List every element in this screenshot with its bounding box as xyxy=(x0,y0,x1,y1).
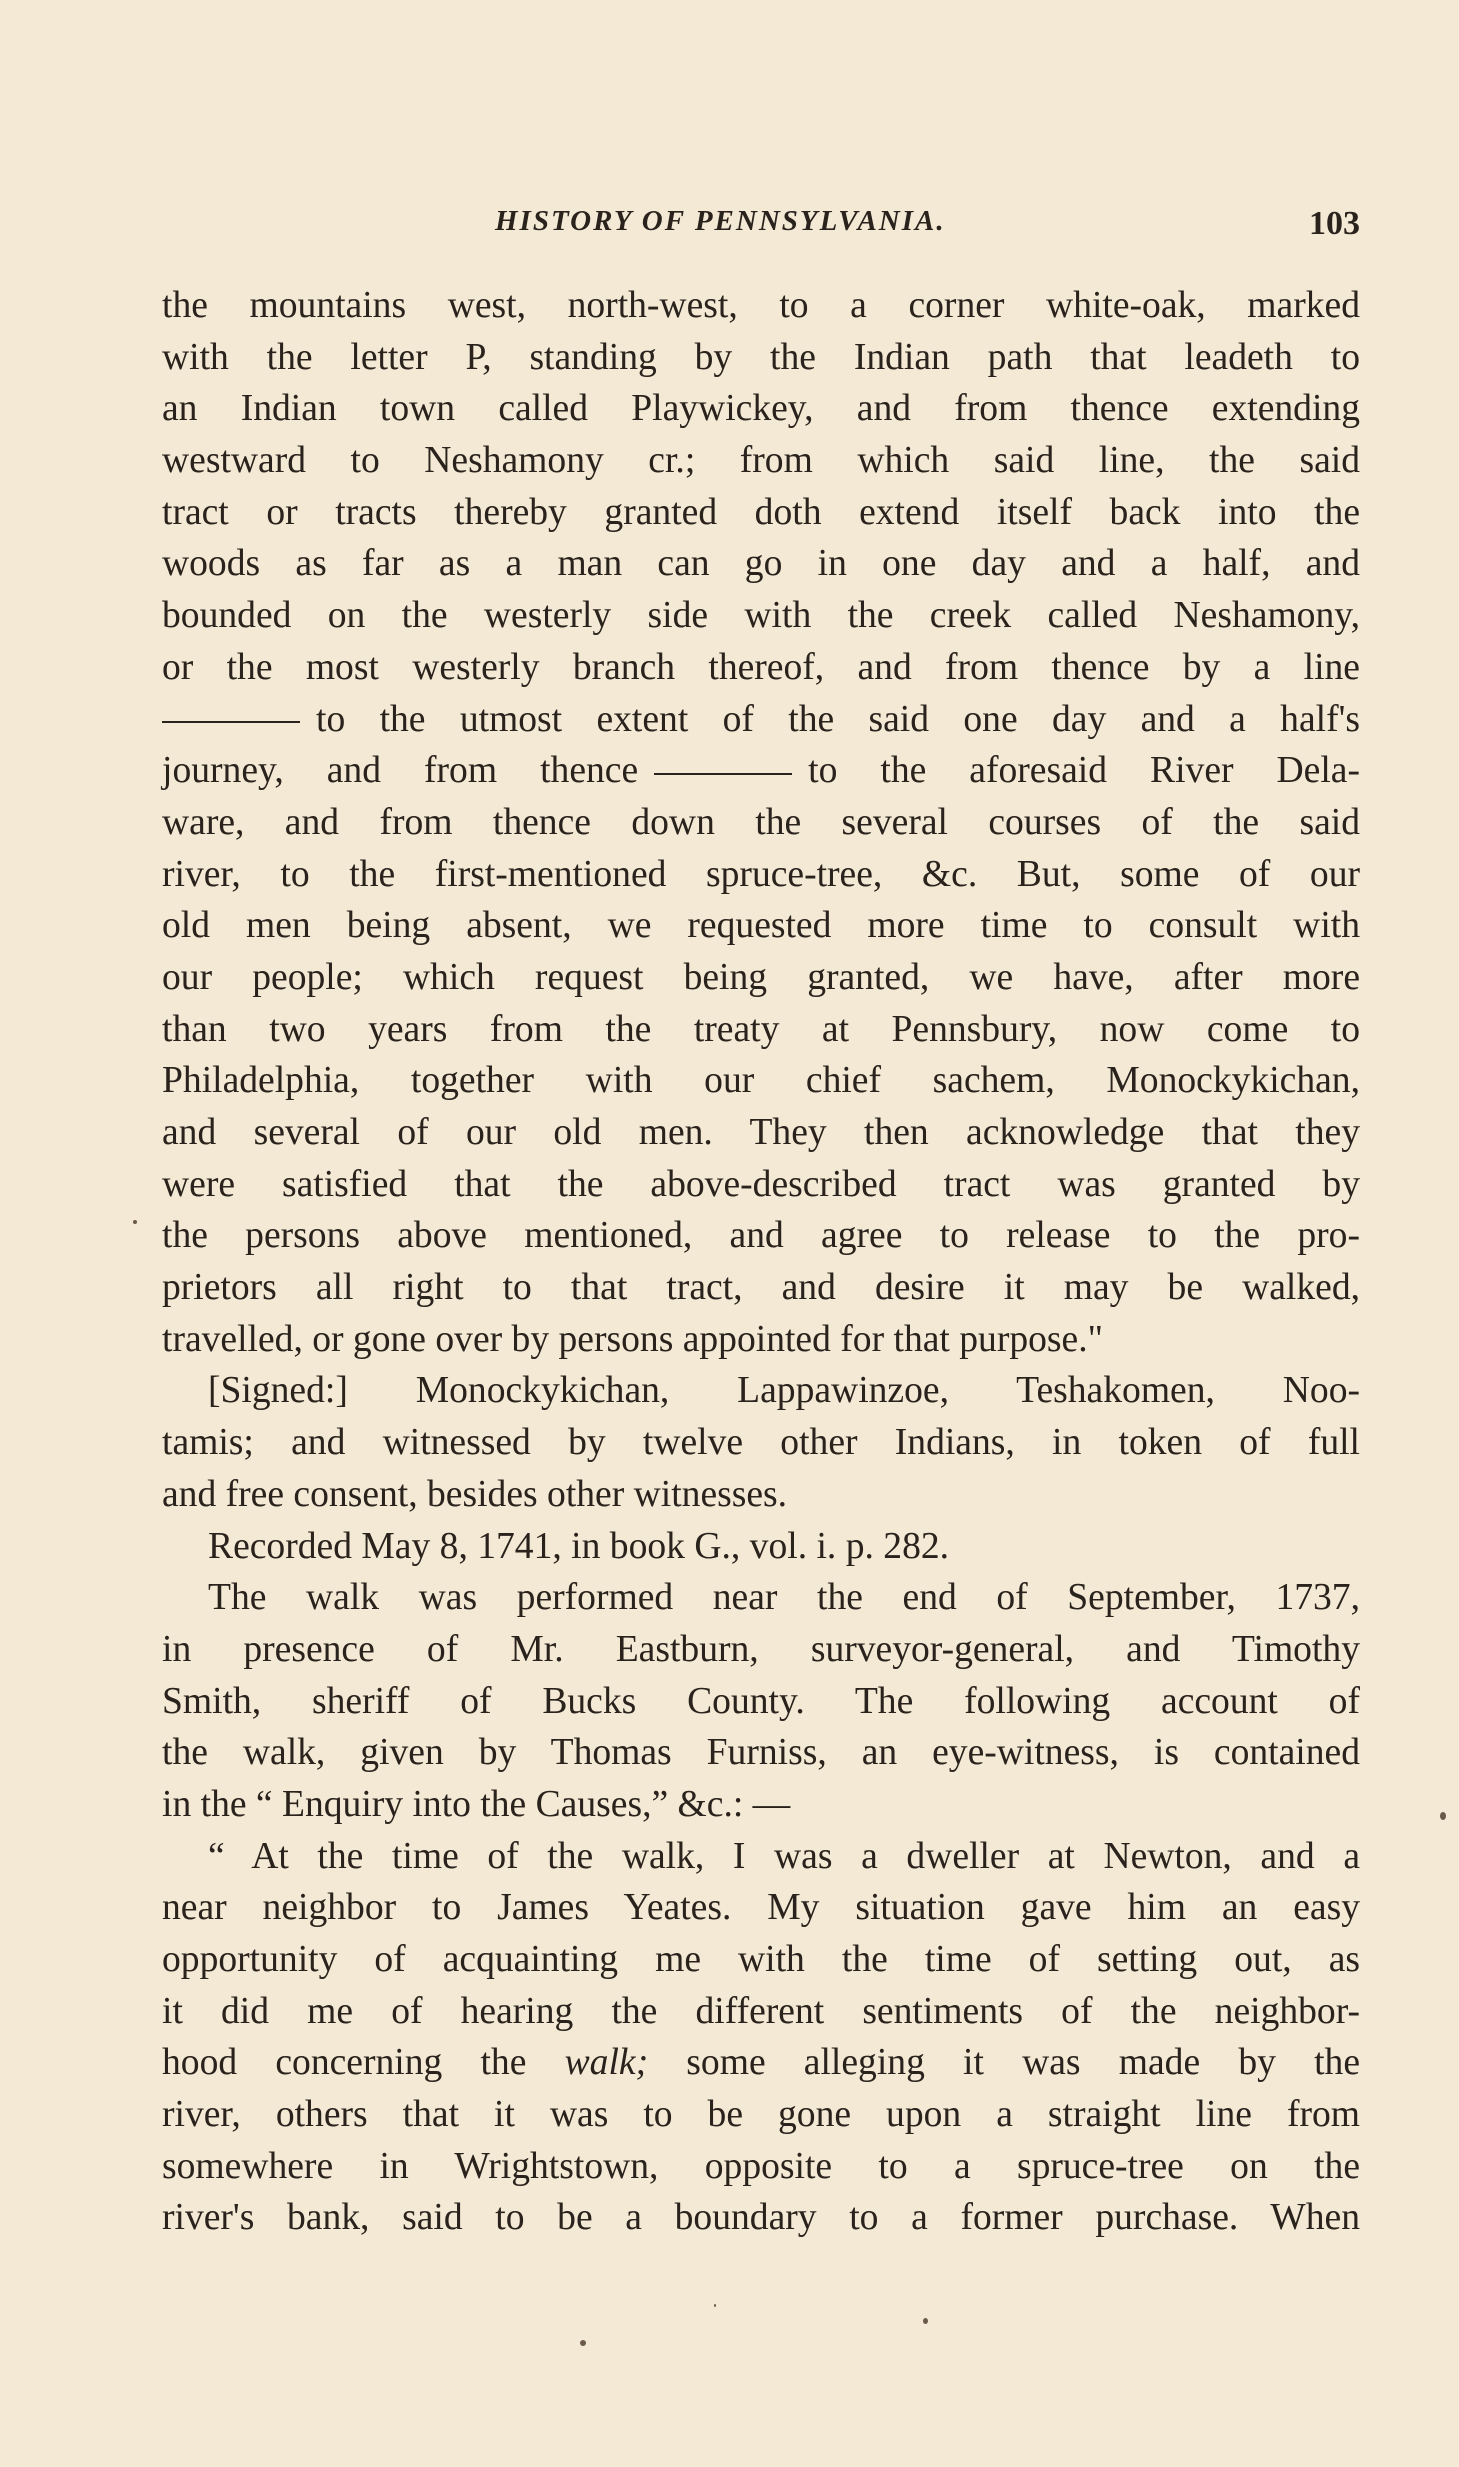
text-fragment: journey, and from thence xyxy=(162,750,639,792)
text-line: bounded on the westerly side with the creek called Neshamony, xyxy=(162,595,1360,637)
text-line: the persons above mentioned, and agree to release to the pro- xyxy=(162,1215,1360,1257)
omission-dash xyxy=(654,773,792,775)
text-line: somewhere in Wrightstown, opposite to a spruce-tree on the xyxy=(162,2145,1360,2187)
text-fragment: some alleging it was made by the xyxy=(686,2042,1360,2084)
text-line-with-dash xyxy=(162,694,1360,746)
text-line: ware, and from thence down the several courses of the said xyxy=(162,801,1360,843)
text-line: or the most westerly branch thereof, and from thence by a line xyxy=(162,646,1360,688)
page-number: 103 xyxy=(1309,205,1360,242)
text-fragment: to the utmost extent of the said one day and a half's xyxy=(316,698,1360,740)
text-fragment: hood concerning the xyxy=(162,2042,527,2084)
paper-speck xyxy=(714,2304,716,2307)
text-line: “ At the time of the walk, I was a dweller at Newton, and a xyxy=(208,1835,1360,1877)
text-line: it did me of hearing the different sentiments of the neighbor- xyxy=(162,1990,1360,2032)
text-line: in presence of Mr. Eastburn, surveyor-general, and Timothy xyxy=(162,1628,1360,1670)
text-line: westward to Neshamony cr.; from which said line, the said xyxy=(162,440,1360,482)
text-line: the mountains west, north-west, to a corner white-oak, marked xyxy=(162,285,1360,326)
text-line: near neighbor to James Yeates. My situation gave him an easy xyxy=(162,1887,1360,1929)
text-line: and free consent, besides other witnesses. xyxy=(162,1473,788,1515)
text-line: The walk was performed near the end of September, 1737, xyxy=(208,1577,1360,1619)
text-line: [Signed:] Monockykichan, Lappawinzoe, Teshakomen, Noo- xyxy=(208,1370,1360,1412)
text-line-with-italic xyxy=(162,2037,1360,2089)
text-line: than two years from the treaty at Pennsbury, now come to xyxy=(162,1008,1360,1050)
text-line: prietors all right to that tract, and desire it may be walked, xyxy=(162,1267,1360,1309)
text-line: opportunity of acquainting me with the time of setting out, as xyxy=(162,1939,1360,1980)
text-line: woods as far as a man can go in one day and a half, and xyxy=(162,543,1360,585)
running-title: HISTORY OF PENNSYLVANIA. xyxy=(495,205,946,237)
italic-word: walk; xyxy=(564,2042,649,2084)
text-line: in the “ Enquiry into the Causes,” &c.: — xyxy=(162,1783,791,1825)
text-line: old men being absent, we requested more time to consult with xyxy=(162,905,1360,947)
text-line: river, others that it was to be gone upon a straight line from xyxy=(162,2094,1360,2136)
text-line: tamis; and witnessed by twelve other Indians, in token of full xyxy=(162,1422,1360,1464)
running-head xyxy=(160,205,1360,255)
text-line: with the letter P, standing by the Indian path that leadeth to xyxy=(162,336,1360,378)
text-line-with-dash xyxy=(162,745,1360,797)
text-line: an Indian town called Playwickey, and from thence extending xyxy=(162,388,1360,430)
text-line: our people; which request being granted, we have, after more xyxy=(162,956,1360,998)
text-line: were satisfied that the above-described tract was granted by xyxy=(162,1163,1360,1205)
paper-speck xyxy=(923,2318,928,2324)
text-line: travelled, or gone over by persons appointed for that purpose." xyxy=(162,1318,1103,1360)
paper-speck xyxy=(580,2340,586,2346)
text-line: tract or tracts thereby granted doth extend itself back into the xyxy=(162,491,1360,533)
text-line: Recorded May 8, 1741, in book G., vol. i. p. 282. xyxy=(208,1525,950,1567)
omission-dash xyxy=(162,721,300,723)
text-line: Philadelphia, together with our chief sachem, Monockykichan, xyxy=(162,1060,1360,1102)
paper-speck xyxy=(133,1220,137,1224)
body-text xyxy=(162,280,1360,2244)
text-line: river, to the first-mentioned spruce-tree, &c. But, some of our xyxy=(162,853,1360,895)
text-line: Smith, sheriff of Bucks County. The following account of xyxy=(162,1680,1360,1722)
paper-speck xyxy=(1440,1812,1446,1820)
text-fragment: to the aforesaid River Dela- xyxy=(808,750,1360,792)
text-line: and several of our old men. They then acknowledge that they xyxy=(162,1112,1360,1153)
text-line: river's bank, said to be a boundary to a former purchase. When xyxy=(162,2197,1360,2239)
text-line: the walk, given by Thomas Furniss, an eye-witness, is contained xyxy=(162,1732,1360,1774)
